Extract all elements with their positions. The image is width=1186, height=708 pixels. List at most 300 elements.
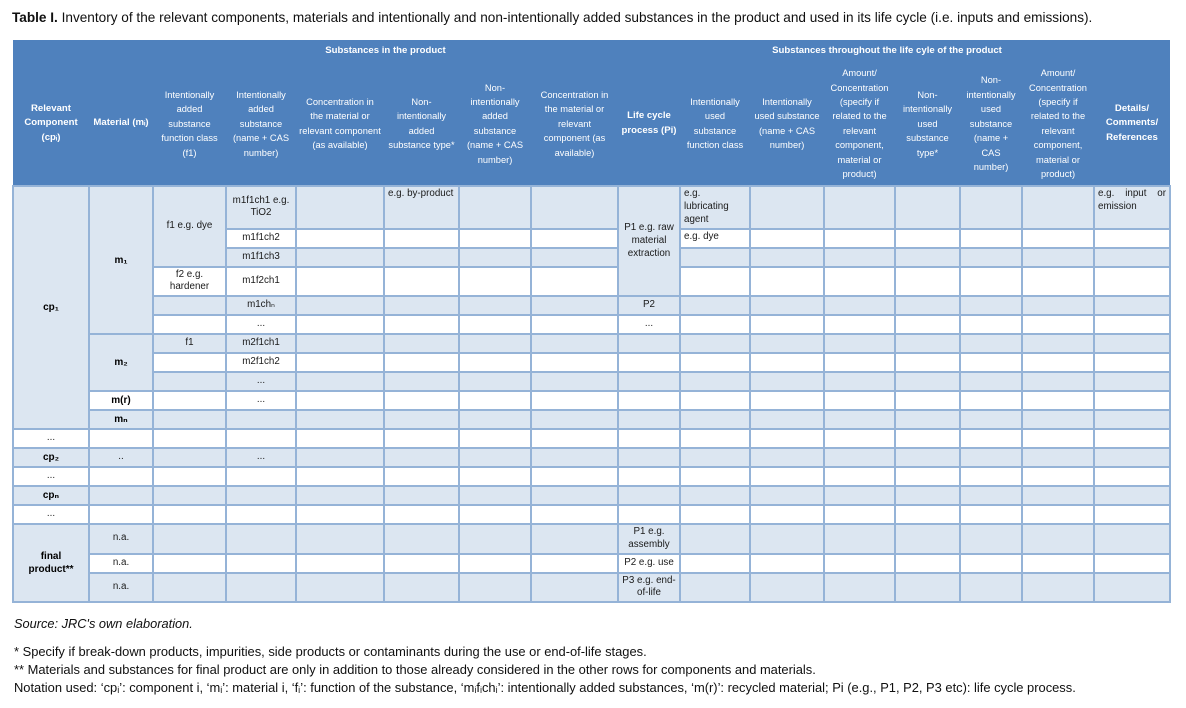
table-cell <box>531 267 618 296</box>
table-cell <box>1094 524 1170 553</box>
table-cell <box>895 296 960 315</box>
table-cell <box>384 229 459 248</box>
table-cell <box>1022 524 1094 553</box>
table-cell <box>459 267 531 296</box>
table-cell <box>680 372 750 391</box>
table-cell <box>153 353 226 372</box>
table-cell <box>153 554 226 573</box>
header-cell: Intentionally used substance function class <box>680 62 750 186</box>
table-cell: m1f1ch1 e.g. TiO2 <box>226 186 296 228</box>
table-cell <box>895 372 960 391</box>
table-cell <box>1094 372 1170 391</box>
inventory-table <box>12 40 1171 603</box>
table-cell <box>680 315 750 334</box>
table-cell <box>824 429 895 448</box>
table-row <box>13 486 1170 505</box>
table-cell <box>824 296 895 315</box>
footnote-3: Notation used: ‘cpᵢ’: component i, ‘mᵢ’: material i, ‘fᵢ’: function of the substance, ‘mᵢfᵢchᵢ’: intentionally added substances, ‘m(r)’: recycled material; Pi (e.g., P1, P2, P3 etc): life cycle process. <box>14 679 1076 695</box>
table-cell <box>824 391 895 410</box>
table-cell <box>960 448 1022 467</box>
table-cell <box>960 486 1022 505</box>
table-cell <box>618 505 680 524</box>
header-cell: Details/ Comments/ References <box>1094 62 1170 186</box>
table-cell: ... <box>226 372 296 391</box>
table-cell <box>459 296 531 315</box>
table-cell <box>680 573 750 602</box>
table-cell: m1f1ch3 <box>226 248 296 267</box>
table-cell: cp₂ <box>13 448 89 467</box>
table-cell <box>459 186 531 228</box>
table-cell <box>531 467 618 486</box>
table-cell <box>960 248 1022 267</box>
table-cell <box>226 429 296 448</box>
table-cell <box>531 315 618 334</box>
table-cell <box>750 467 824 486</box>
group-header-cell <box>1094 40 1170 62</box>
table-cell <box>1022 315 1094 334</box>
table-cell: f1 e.g. dye <box>153 186 226 266</box>
table-cell <box>895 391 960 410</box>
table-cell <box>1022 296 1094 315</box>
table-cell <box>153 467 226 486</box>
table-cell <box>459 229 531 248</box>
table-cell <box>750 573 824 602</box>
table-cell <box>895 410 960 429</box>
table-cell <box>824 353 895 372</box>
table-cell <box>296 229 384 248</box>
table-cell <box>1022 248 1094 267</box>
header-cell: Non-intentionally used substance (name + CAS number) <box>960 62 1022 186</box>
table-cell <box>1022 448 1094 467</box>
table-cell <box>1022 186 1094 228</box>
table-cell <box>226 467 296 486</box>
table-cell <box>153 486 226 505</box>
table-row <box>13 315 1170 334</box>
table-cell <box>459 372 531 391</box>
table-cell <box>680 448 750 467</box>
table-cell <box>531 524 618 553</box>
table-cell: m1chₙ <box>226 296 296 315</box>
table-cell <box>531 448 618 467</box>
table-cell <box>960 353 1022 372</box>
table-cell <box>296 353 384 372</box>
table-cell <box>384 524 459 553</box>
table-cell <box>1094 229 1170 248</box>
source-note: Source: JRC's own elaboration. <box>14 616 193 631</box>
table-cell: P2 e.g. use <box>618 554 680 573</box>
table-cell <box>824 229 895 248</box>
table-cell <box>296 486 384 505</box>
table-cell <box>296 429 384 448</box>
header-cell: Non-intentionally used substance type* <box>895 62 960 186</box>
table-cell <box>618 429 680 448</box>
table-cell <box>1094 410 1170 429</box>
table-cell <box>384 391 459 410</box>
table-cell <box>824 448 895 467</box>
header-cell: Intentionally added substance (name + CAS number) <box>226 62 296 186</box>
table-cell <box>895 248 960 267</box>
table-cell <box>153 391 226 410</box>
footnote-1: * Specify if break-down products, impurities, side products or contaminants during the use or end-of-life stages. <box>14 644 647 659</box>
table-cell <box>1094 505 1170 524</box>
table-cell <box>895 486 960 505</box>
table-cell <box>531 505 618 524</box>
table-cell <box>750 505 824 524</box>
table-row <box>13 429 1170 448</box>
table-cell: ... <box>226 448 296 467</box>
table-cell <box>960 410 1022 429</box>
table-cell <box>960 391 1022 410</box>
table-cell <box>384 448 459 467</box>
table-cell <box>384 267 459 296</box>
table-cell <box>384 248 459 267</box>
table-cell <box>459 448 531 467</box>
table-cell: ... <box>13 505 89 524</box>
table-cell <box>960 505 1022 524</box>
table-cell: .. <box>89 448 153 467</box>
table-row <box>13 467 1170 486</box>
table-cell <box>296 505 384 524</box>
table-cell <box>750 353 824 372</box>
table-cell: ... <box>226 315 296 334</box>
table-cell <box>89 505 153 524</box>
table-cell <box>1094 448 1170 467</box>
table-cell <box>1022 391 1094 410</box>
table-cell: cpₙ <box>13 486 89 505</box>
table-cell <box>384 467 459 486</box>
table-cell <box>1094 353 1170 372</box>
table-cell <box>680 505 750 524</box>
table-cell <box>680 353 750 372</box>
table-cell <box>296 554 384 573</box>
table-row <box>13 505 1170 524</box>
table-cell <box>459 334 531 353</box>
table-cell <box>153 524 226 553</box>
table-cell <box>750 248 824 267</box>
footnotes <box>14 643 1174 696</box>
header-cell: Relevant Component (cpᵢ) <box>13 62 89 186</box>
table-cell <box>89 429 153 448</box>
table-cell <box>618 448 680 467</box>
table-cell <box>531 573 618 602</box>
table-cell <box>1094 554 1170 573</box>
table-cell <box>895 334 960 353</box>
table-cell <box>1022 505 1094 524</box>
table-cell: m₂ <box>89 334 153 391</box>
table-cell <box>459 554 531 573</box>
footnote-2: ** Materials and substances for final product are only in addition to those already considered in the other rows for components and materials. <box>14 661 816 677</box>
table-cell <box>531 248 618 267</box>
table-cell <box>296 467 384 486</box>
table-cell <box>384 296 459 315</box>
group-header-cell: Substances in the product <box>153 40 618 62</box>
table-cell <box>384 505 459 524</box>
table-cell <box>680 467 750 486</box>
table-cell <box>296 315 384 334</box>
table-cell <box>618 391 680 410</box>
group-header-cell <box>13 40 153 62</box>
table-cell <box>531 229 618 248</box>
table-cell <box>618 410 680 429</box>
table-cell <box>824 524 895 553</box>
table-cell: ... <box>13 429 89 448</box>
table-cell <box>824 334 895 353</box>
table-cell <box>384 372 459 391</box>
table-cell <box>226 524 296 553</box>
table-row <box>13 334 1170 353</box>
table-cell <box>824 573 895 602</box>
header-cell: Non-intentionally added substance (name + CAS number) <box>459 62 531 186</box>
table-cell <box>1022 372 1094 391</box>
table-cell <box>680 524 750 553</box>
table-cell <box>960 315 1022 334</box>
table-cell <box>960 429 1022 448</box>
table-cell <box>459 353 531 372</box>
table-cell <box>750 186 824 228</box>
table-cell <box>459 315 531 334</box>
table-cell <box>384 429 459 448</box>
table-cell <box>750 315 824 334</box>
table-cell <box>1094 334 1170 353</box>
table-cell <box>824 267 895 296</box>
table-cell: ... <box>226 391 296 410</box>
table-cell: m(r) <box>89 391 153 410</box>
header-cell: Life cycle process (Pi) <box>618 62 680 186</box>
table-caption-text: Inventory of the relevant components, materials and intentionally and non-intentionally added substances in the product and used in its life cycle (i.e. inputs and emissions). <box>61 10 1093 25</box>
table-cell <box>895 315 960 334</box>
table-cell <box>459 467 531 486</box>
table-cell <box>680 410 750 429</box>
table-cell: n.a. <box>89 573 153 602</box>
table-cell <box>895 267 960 296</box>
table-cell <box>153 296 226 315</box>
table-cell <box>1094 391 1170 410</box>
table-cell <box>459 429 531 448</box>
table-cell: e.g. dye <box>680 229 750 248</box>
header-cell: Intentionally added substance function class (f1) <box>153 62 226 186</box>
table-cell <box>226 486 296 505</box>
table-cell <box>750 391 824 410</box>
table-cell: e.g. by-product <box>384 186 459 228</box>
table-cell <box>1022 429 1094 448</box>
table-cell <box>226 410 296 429</box>
table-cell <box>960 296 1022 315</box>
table-cell <box>1022 554 1094 573</box>
table-cell <box>1022 573 1094 602</box>
table-cell <box>1094 267 1170 296</box>
table-cell <box>531 410 618 429</box>
table-cell <box>750 296 824 315</box>
table-cell <box>1022 467 1094 486</box>
table-cell <box>459 486 531 505</box>
table-cell <box>1094 315 1170 334</box>
table-cell <box>680 554 750 573</box>
table-cell <box>680 296 750 315</box>
table-cell <box>895 524 960 553</box>
table-cell <box>1022 334 1094 353</box>
table-cell <box>750 372 824 391</box>
table-cell <box>895 186 960 228</box>
table-cell <box>459 573 531 602</box>
table-cell <box>960 229 1022 248</box>
table-cell <box>384 573 459 602</box>
table-cell <box>296 410 384 429</box>
table-cell <box>960 372 1022 391</box>
table-cell <box>618 486 680 505</box>
table-cell <box>750 334 824 353</box>
table-cell <box>384 554 459 573</box>
table-cell <box>824 467 895 486</box>
table-cell <box>750 429 824 448</box>
table-cell <box>296 372 384 391</box>
table-cell <box>153 410 226 429</box>
table-cell: e.g. input or emission <box>1094 186 1170 228</box>
table-cell <box>531 296 618 315</box>
table-cell: final product** <box>13 524 89 602</box>
table-cell <box>1022 486 1094 505</box>
table-cell <box>960 467 1022 486</box>
table-cell: f1 <box>153 334 226 353</box>
header-cell: Non-intentionally added substance type* <box>384 62 459 186</box>
table-row <box>13 267 1170 296</box>
table-cell <box>531 372 618 391</box>
table-cell <box>1022 410 1094 429</box>
table-cell: P1 e.g. assembly <box>618 524 680 553</box>
table-cell <box>750 554 824 573</box>
table-cell <box>750 410 824 429</box>
table-cell <box>1094 573 1170 602</box>
group-header-cell: Substances throughout the life cyle of the product <box>680 40 1094 62</box>
table-cell <box>680 248 750 267</box>
table-cell <box>750 486 824 505</box>
table-cell <box>618 334 680 353</box>
table-cell: ... <box>618 315 680 334</box>
table-cell <box>680 429 750 448</box>
table-cell <box>895 467 960 486</box>
table-cell <box>1022 267 1094 296</box>
table-cell <box>824 486 895 505</box>
table-cell <box>89 486 153 505</box>
table-row <box>13 372 1170 391</box>
table-cell: f2 e.g. hardener <box>153 267 226 296</box>
table-cell: m2f1ch1 <box>226 334 296 353</box>
table-cell <box>824 186 895 228</box>
table-cell: n.a. <box>89 524 153 553</box>
table-cell <box>296 391 384 410</box>
table-cell <box>153 315 226 334</box>
table-cell <box>750 229 824 248</box>
table-cell <box>384 334 459 353</box>
table-cell <box>895 448 960 467</box>
table-cell <box>459 410 531 429</box>
table-caption <box>12 8 1174 28</box>
table-cell <box>960 524 1022 553</box>
table-cell <box>226 573 296 602</box>
table-row <box>13 410 1170 429</box>
table-cell <box>680 391 750 410</box>
table-cell <box>960 267 1022 296</box>
table-cell <box>895 229 960 248</box>
table-cell <box>384 353 459 372</box>
table-cell <box>226 505 296 524</box>
table-cell <box>296 524 384 553</box>
table-cell <box>680 334 750 353</box>
table-cell <box>296 573 384 602</box>
table-cell: e.g. lubricating agent <box>680 186 750 228</box>
table-cell <box>1094 429 1170 448</box>
table-caption-label: Table I. <box>12 10 58 25</box>
table-row <box>13 296 1170 315</box>
table-cell <box>895 353 960 372</box>
table-cell <box>459 505 531 524</box>
table-cell <box>1094 486 1170 505</box>
header-cell: Amount/ Concentration (specify if related to the relevant component, material or product) <box>1022 62 1094 186</box>
table-cell <box>531 186 618 228</box>
table-row <box>13 573 1170 602</box>
table-cell <box>384 315 459 334</box>
table-cell <box>618 353 680 372</box>
table-cell <box>531 486 618 505</box>
table-cell <box>895 554 960 573</box>
table-cell <box>384 410 459 429</box>
table-cell: m₁ <box>89 186 153 334</box>
table-cell <box>153 429 226 448</box>
table-cell <box>153 448 226 467</box>
table-row <box>13 186 1170 228</box>
table-cell <box>895 573 960 602</box>
table-cell <box>824 315 895 334</box>
group-header-cell <box>618 40 680 62</box>
table-cell: P1 e.g. raw material extraction <box>618 186 680 296</box>
table-cell <box>618 467 680 486</box>
header-cell: Intentionally used substance (name + CAS number) <box>750 62 824 186</box>
table-cell <box>618 372 680 391</box>
table-cell: P3 e.g. end-of-life <box>618 573 680 602</box>
table-cell <box>824 248 895 267</box>
table-cell <box>384 486 459 505</box>
table-cell <box>824 410 895 429</box>
table-cell: ... <box>13 467 89 486</box>
table-row <box>13 448 1170 467</box>
table-cell <box>750 524 824 553</box>
table-cell: m2f1ch2 <box>226 353 296 372</box>
table-cell: m1f1ch2 <box>226 229 296 248</box>
table-cell <box>824 554 895 573</box>
table-cell <box>296 334 384 353</box>
table-cell <box>895 429 960 448</box>
table-cell <box>296 267 384 296</box>
table-cell <box>226 554 296 573</box>
table-cell <box>895 505 960 524</box>
table-cell: mₙ <box>89 410 153 429</box>
table-cell <box>960 573 1022 602</box>
header-cell: Concentration in the material or relevant component (as available) <box>531 62 618 186</box>
table-cell <box>960 186 1022 228</box>
table-cell <box>824 505 895 524</box>
table-row <box>13 524 1170 553</box>
table-cell: cp₁ <box>13 186 89 429</box>
table-cell <box>680 267 750 296</box>
table-cell <box>296 448 384 467</box>
table-cell <box>1022 353 1094 372</box>
header-cell: Material (mᵢ) <box>89 62 153 186</box>
table-cell <box>531 391 618 410</box>
table-cell <box>531 353 618 372</box>
table-row <box>13 391 1170 410</box>
table-row <box>13 554 1170 573</box>
table-cell: n.a. <box>89 554 153 573</box>
table-cell <box>459 524 531 553</box>
